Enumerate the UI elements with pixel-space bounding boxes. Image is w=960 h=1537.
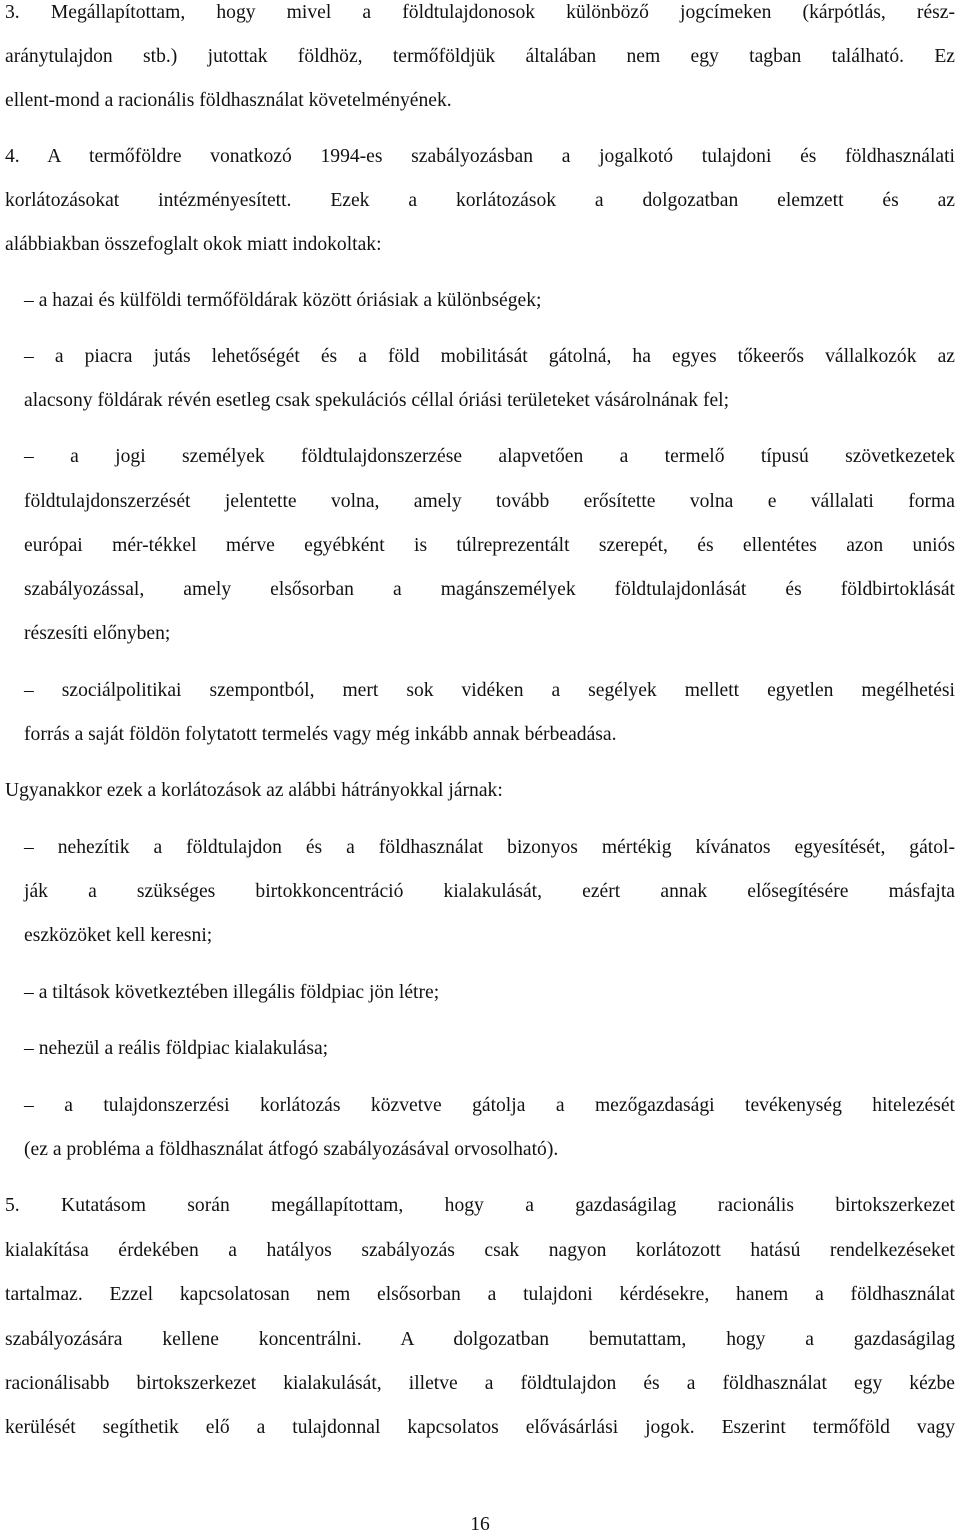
paragraph-5-line: kialakítása érdekében a hatályos szabályozás csak nagyon korlátozott hatású rendelkezéseket [5, 1240, 955, 1261]
list-item-line: eszközöket kell keresni; [24, 925, 213, 946]
paragraph-5-line: racionálisabb birtokszerkezet kialakulását, illetve a földtulajdon és a földhasználat egy kézbe [5, 1373, 955, 1394]
list-item-line: forrás a saját földön folytatott termelés vagy még inkább annak bérbeadása. [24, 724, 617, 745]
paragraph-3-line: aránytulajdon stb.) jutottak földhöz, termőföldjük általában nem egy tagban található. Ez [5, 46, 955, 67]
list-item-line: szabályozással, amely elsősorban a magánszemélyek földtulajdonlását és földbirtoklását [24, 579, 955, 600]
paragraph-4-line: 4. A termőföldre vonatkozó 1994-es szabályozásban a jogalkotó tulajdoni és földhasználati [5, 146, 955, 167]
list-item-line: – nehezül a reális földpiac kialakulása; [24, 1038, 329, 1059]
paragraph-3-line: ellent-mond a racionális földhasználat követelményének. [5, 90, 452, 111]
paragraph-3-line: 3. Megállapítottam, hogy mivel a földtulajdonosok különböző jogcímeken (kárpótlás, rész- [5, 2, 955, 23]
list-item-line: – szociálpolitikai szempontból, mert sok vidéken a segélyek mellett egyetlen megélhetési [24, 680, 955, 701]
paragraph-5-line: kerülését segíthetik elő a tulajdonnal kapcsolatos elővásárlási jogok. Eszerint termőföld vagy [5, 1417, 955, 1438]
paragraph-5-line: szabályozására kellene koncentrálni. A dolgozatban bemutattam, hogy a gazdaságilag [5, 1329, 955, 1350]
list-item-line: (ez a probléma a földhasználat átfogó szabályozásával orvosolható). [24, 1139, 559, 1160]
list-item-line: – a hazai és külföldi termőföldárak között óriásiak a különbségek; [24, 290, 542, 311]
list-item-line: európai mér-tékkel mérve egyébként is túlreprezentált szerepét, és ellentétes azon uniós [24, 535, 955, 556]
list-item-line: részesíti előnyben; [24, 623, 171, 644]
paragraph-4-line: alábbiakban összefoglalt okok miatt indokoltak: [5, 234, 382, 255]
list-item-line: – a jogi személyek földtulajdonszerzése alapvetően a termelő típusú szövetkezetek [24, 446, 955, 467]
paragraph-5-line: tartalmaz. Ezzel kapcsolatosan nem elsősorban a tulajdoni kérdésekre, hanem a földhasználat [5, 1284, 955, 1305]
page-number: 16 [470, 1514, 490, 1535]
list-item-line: – a piacra jutás lehetőségét és a föld mobilitását gátolná, ha egyes tőkeerős vállalkozók az [24, 346, 955, 367]
paragraph-line: Ugyanakkor ezek a korlátozások az alábbi hátrányokkal járnak: [5, 780, 503, 801]
paragraph-5-line: 5. Kutatásom során megállapítottam, hogy a gazdaságilag racionális birtokszerkezet [5, 1195, 955, 1216]
list-item-line: alacsony földárak révén esetleg csak spekulációs céllal óriási területeket vásárolnának fel; [24, 390, 730, 411]
list-item-line: földtulajdonszerzését jelentette volna, amely tovább erősítette volna e vállalati forma [24, 491, 955, 512]
list-item-line: – nehezítik a földtulajdon és a földhasználat bizonyos mértékig kívánatos egyesítését, gátol- [24, 837, 955, 858]
list-item-line: – a tulajdonszerzési korlátozás közvetve gátolja a mezőgazdasági tevékenység hitelezését [24, 1095, 955, 1116]
list-item-line: ják a szükséges birtokkoncentráció kialakulását, ezért annak elősegítésére másfajta [24, 881, 955, 902]
paragraph-4-line: korlátozásokat intézményesített. Ezek a korlátozások a dolgozatban elemzett és az [5, 190, 955, 211]
list-item-line: – a tiltások következtében illegális földpiac jön létre; [24, 982, 440, 1003]
